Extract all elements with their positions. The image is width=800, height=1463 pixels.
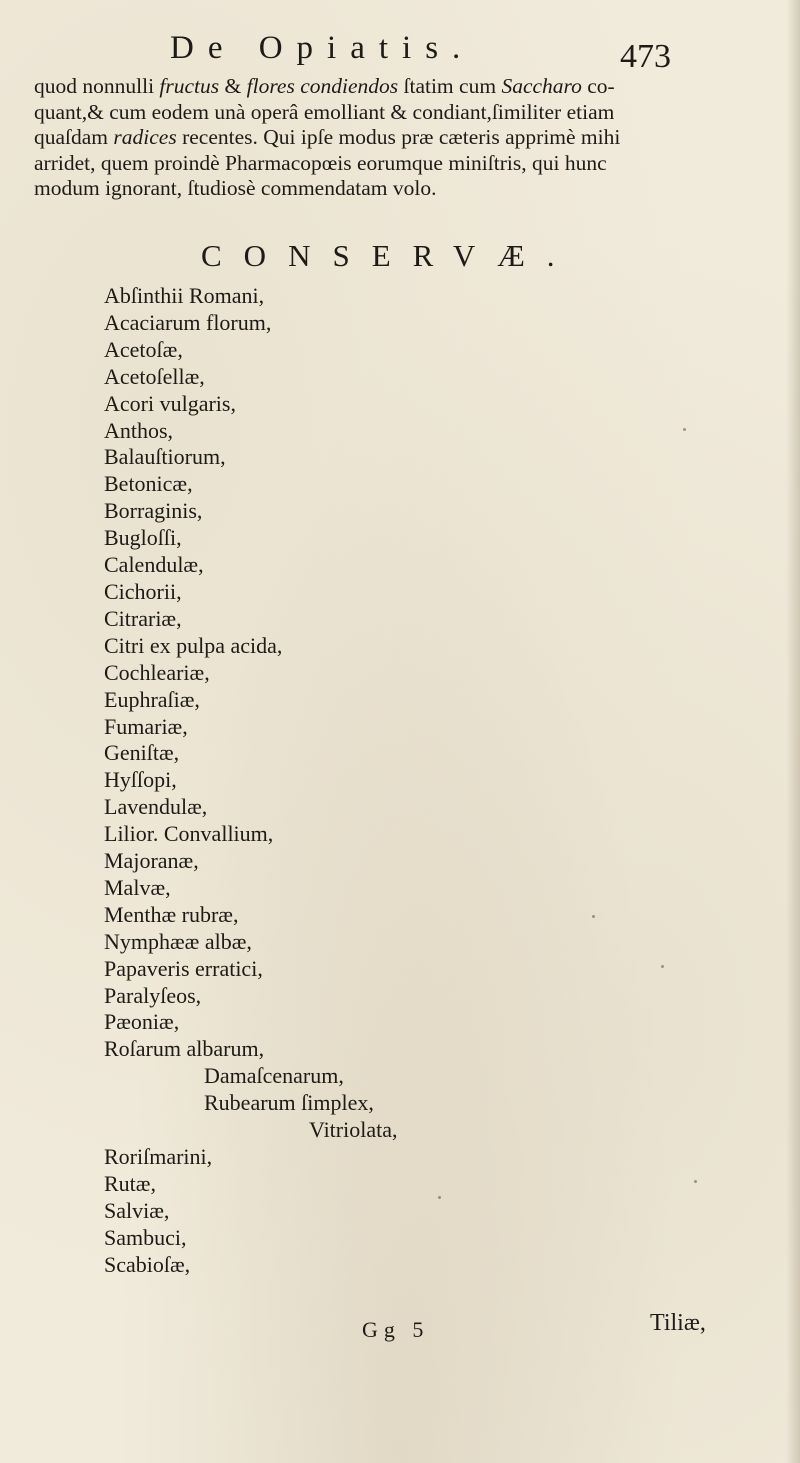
- text-run: quaſdam: [34, 125, 114, 149]
- italic-run: Saccharo: [501, 74, 582, 98]
- conserva-item: Nymphææ albæ,: [104, 928, 252, 954]
- text-run: quod nonnulli: [34, 74, 160, 98]
- paragraph-line: [34, 176, 734, 202]
- conserva-item: Euphraſiæ,: [104, 686, 200, 712]
- conserva-item: Abſinthii Romani,: [104, 283, 265, 308]
- conserva-item: Betonicæ,: [104, 471, 193, 497]
- conserva-item: Citrariæ,: [104, 605, 182, 631]
- paragraph-line: [34, 151, 734, 177]
- conservae-list: [104, 283, 397, 1279]
- foxing-spot: [694, 1180, 697, 1183]
- foxing-spot: [438, 1196, 441, 1199]
- conserva-item: Roſarum albarum,: [104, 1036, 265, 1062]
- signature-mark: Gg 5: [362, 1317, 430, 1342]
- page-number: 473: [620, 38, 671, 75]
- conserva-item: Rutæ,: [104, 1170, 156, 1196]
- italic-run: radices: [113, 125, 177, 149]
- text-run: recentes. Qui ipſe modus præ cæteris apprimè mihi: [176, 125, 621, 149]
- catchword: Tiliæ,: [650, 1310, 706, 1336]
- conserva-item: Majoranæ,: [104, 848, 199, 874]
- foxing-spot: [661, 965, 664, 968]
- paragraph-line: [34, 74, 734, 100]
- foxing-spot: [683, 428, 686, 431]
- conserva-item: Acetoſæ,: [104, 336, 183, 362]
- conserva-item: Anthos,: [104, 417, 174, 443]
- conserva-item: Acetoſellæ,: [104, 363, 205, 389]
- conserva-item: Roriſmarini,: [104, 1144, 213, 1169]
- conserva-item: Acori vulgaris,: [104, 390, 236, 416]
- conserva-item: Lavendulæ,: [104, 794, 208, 820]
- conserva-item: Salviæ,: [104, 1197, 170, 1223]
- paragraph-line: [34, 100, 734, 126]
- conserva-item: Rubearum ſimplex,: [204, 1090, 374, 1116]
- conserva-item: Acaciarum florum,: [104, 309, 272, 335]
- conserva-item: Balauſtiorum,: [104, 444, 226, 470]
- foxing-spot: [592, 915, 595, 918]
- conserva-item: Citri ex pulpa acida,: [104, 632, 283, 658]
- conserva-item: Hyſſopi,: [104, 767, 177, 793]
- conserva-item: Paralyſeos,: [104, 982, 202, 1008]
- section-heading: CONSERVÆ.: [201, 238, 577, 273]
- intro-paragraph: [34, 74, 734, 202]
- conserva-item: Malvæ,: [104, 874, 171, 900]
- conserva-item: Pæoniæ,: [104, 1009, 180, 1035]
- conserva-item: Menthæ rubræ,: [104, 901, 239, 927]
- conserva-item: Sambuci,: [104, 1224, 187, 1250]
- text-run: &: [219, 74, 247, 98]
- text-run: modum ignorant, ſtudiosè commendatam volo.: [34, 176, 437, 200]
- text-run: quant,& cum eodem unà operâ emolliant & condiant,ſimiliter etiam: [34, 99, 615, 124]
- italic-run: flores condiendos: [246, 74, 399, 98]
- conserva-item: Vitriolata,: [309, 1117, 398, 1143]
- conserva-item: Lilior. Convallium,: [104, 821, 274, 847]
- text-run: ſtatim cum: [398, 74, 502, 98]
- text-run: co-: [581, 74, 615, 98]
- conserva-item: Scabioſæ,: [104, 1251, 191, 1277]
- page-edge-shadow: [786, 0, 800, 1463]
- running-title: De Opiatis.: [170, 30, 475, 66]
- paragraph-line: [34, 125, 734, 151]
- conserva-item: Borraginis,: [104, 498, 203, 524]
- conserva-item: Calendulæ,: [104, 552, 204, 578]
- conserva-item: Cichorii,: [104, 578, 182, 604]
- conserva-item: Fumariæ,: [104, 713, 188, 739]
- conserva-item: Bugloſſi,: [104, 525, 182, 551]
- conserva-item: Papaveris erratici,: [104, 955, 263, 981]
- italic-run: fructus: [159, 74, 220, 98]
- conserva-item: Cochleariæ,: [104, 659, 210, 685]
- text-run: arridet, quem proindè Pharmacopœis eorumque miniſtris, qui hunc: [34, 150, 607, 175]
- conserva-item: Damaſcenarum,: [204, 1063, 344, 1089]
- conserva-item: Geniſtæ,: [104, 740, 180, 766]
